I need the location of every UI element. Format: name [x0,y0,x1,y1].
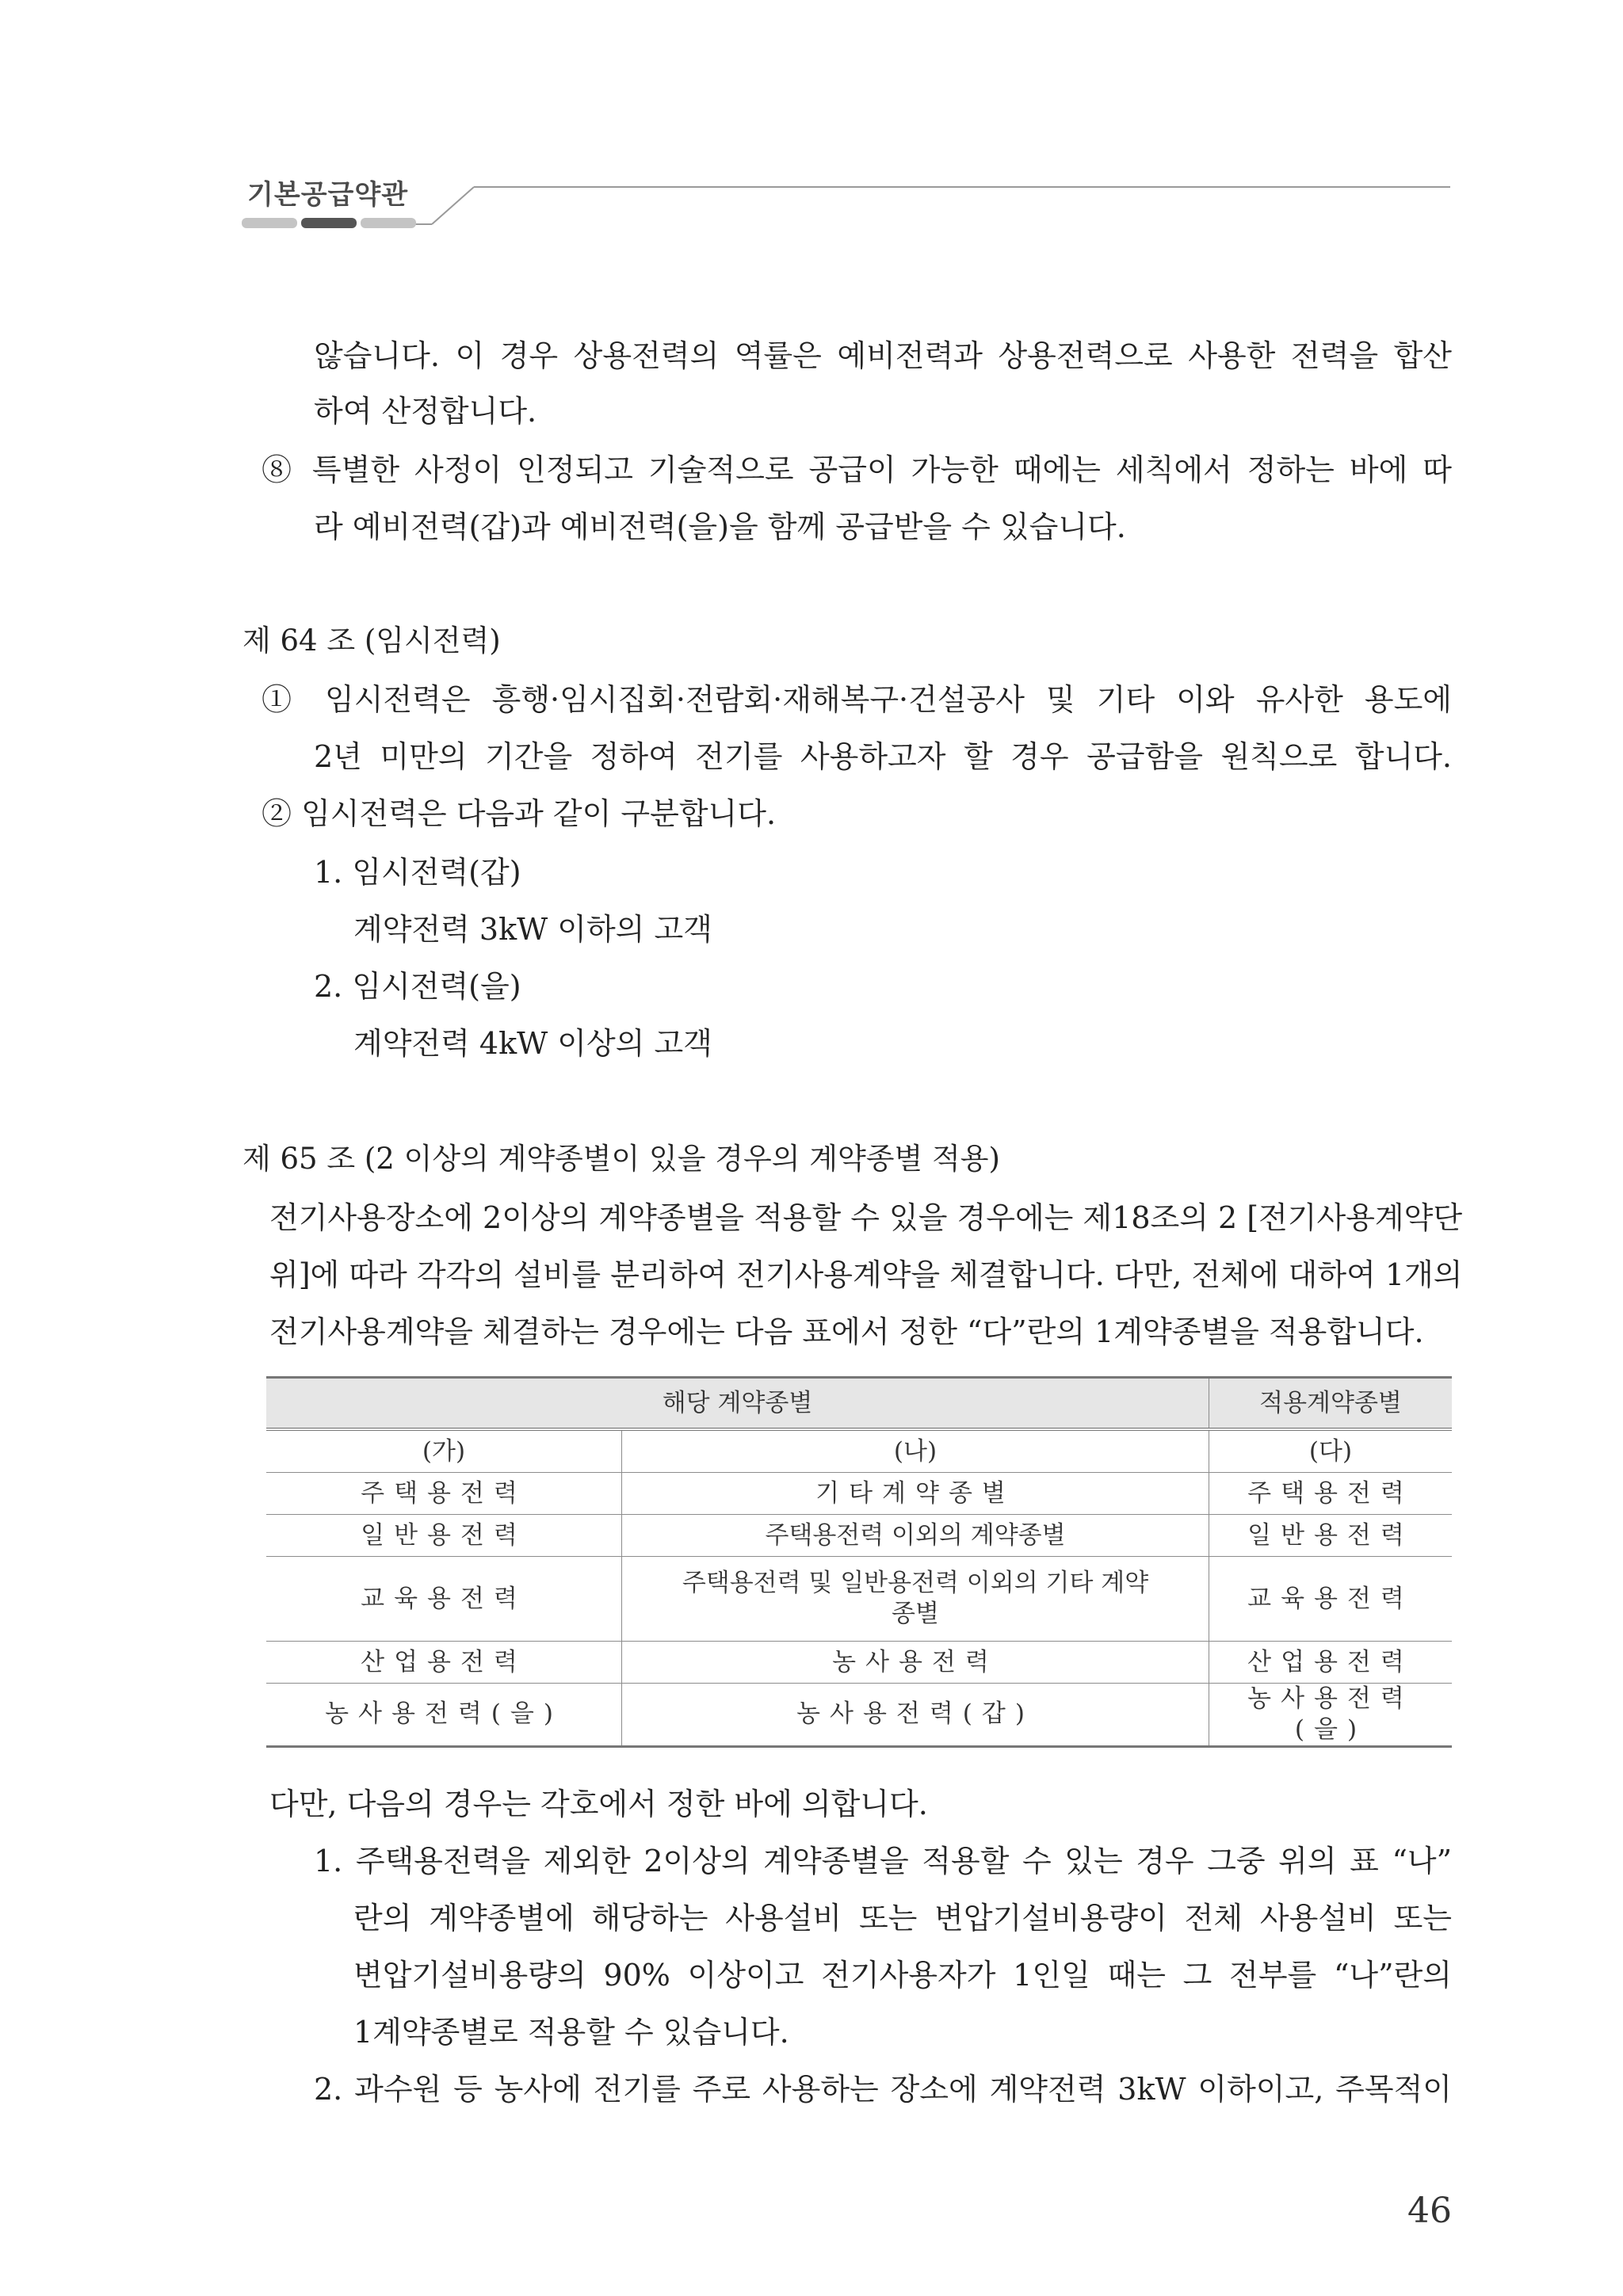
exception-item-1-line: 변압기설비용량의 90% 이상이고 전기사용자가 1인일 때는 그 전부를 “나”란의 [353,1958,1452,1993]
article-65-body-line: 위]에 따라 각각의 설비를 분리하여 전기사용계약을 체결합니다. 다만, 전체에 대하여 1개의 [269,1257,1463,1292]
document-header-title: 기본공급약관 [247,179,409,211]
clause-8-line: 라 예비전력(갑)과 예비전력(을)을 함께 공급받을 수 있습니다. [314,509,1126,544]
page-number: 46 [1407,2191,1452,2231]
article-65-body-line: 전기사용계약을 체결하는 경우에는 다음 표에서 정한 “다”란의 1계약종별을 적용합니다. [269,1314,1424,1349]
article-64-heading: 제 64 조 (임시전력) [242,624,501,658]
table-cell: 농사용전력(갑) [622,1684,1209,1747]
article-65-body-line: 전기사용장소에 2이상의 계약종별을 적용할 수 있을 경우에는 제18조의 2 [전기사용계약단 [269,1200,1463,1235]
table-cell: 기타계약종별 [622,1473,1209,1515]
table-cell: 일반용전력 [266,1515,622,1557]
article-64-clause-1-line: ① 임시전력은 흥행·임시집회·전람회·재해복구·건설공사 및 기타 이와 유사한 용도에 [262,682,1452,717]
table-cell: 농사용전력(을) [1209,1684,1453,1747]
table-cell: 주택용전력 및 일반용전력 이외의 기타 계약종별 [622,1557,1209,1642]
article-64-clause-1-line: 2년 미만의 기간을 정하여 전기를 사용하고자 할 경우 공급함을 원칙으로 합니다. [314,739,1452,774]
table-cell: 일반용전력 [1209,1515,1453,1557]
table-row [266,1515,1452,1557]
table-cell: 농사용전력(을) [266,1684,622,1747]
article-64-clause-2: ② 임시전력은 다음과 같이 구분합니다. [262,796,777,831]
table-row [266,1557,1452,1642]
table-header-applicable-types: 해당 계약종별 [266,1378,1209,1430]
temporary-power-b-desc: 계약전력 4kW 이상의 고객 [353,1026,712,1061]
table-subheader-b: (나) [622,1429,1209,1473]
table-cell: 교육용전력 [1209,1557,1453,1642]
header-decoration [0,0,1623,238]
paragraph-continuation-line: 하여 산정합니다. [314,394,537,429]
table-row [266,1684,1452,1747]
table-row [266,1473,1452,1515]
exception-item-2-line: 2. 과수원 등 농사에 전기를 주로 사용하는 장소에 계약전력 3kW 이하이고, 주목적이 [314,2072,1452,2107]
table-cell: 산업용전력 [1209,1642,1453,1684]
table-subheader-c: (다) [1209,1429,1453,1473]
paragraph-continuation-line: 않습니다. 이 경우 상용전력의 역률은 예비전력과 상용전력으로 사용한 전력을 합산 [314,338,1452,373]
exception-item-1-line: 1. 주택용전력을 제외한 2이상의 계약종별을 적용할 수 있는 경우 그중 위의 표 “나” [314,1844,1452,1878]
table-header-applied-type: 적용계약종별 [1209,1378,1453,1430]
table-row [266,1642,1452,1684]
table-cell: 주택용전력 이외의 계약종별 [622,1515,1209,1557]
table-cell: 산업용전력 [266,1642,622,1684]
table-cell: 교육용전력 [266,1557,622,1642]
exception-intro: 다만, 다음의 경우는 각호에서 정한 바에 의합니다. [269,1787,928,1821]
table-cell: 주택용전력 [266,1473,622,1515]
temporary-power-a-title: 1. 임시전력(갑) [314,855,521,890]
article-65-heading: 제 65 조 (2 이상의 계약종별이 있을 경우의 계약종별 적용) [242,1142,1000,1176]
table-subheader-a: (가) [266,1429,622,1473]
contract-type-table [266,1376,1452,1748]
clause-8-line: ⑧ 특별한 사정이 인정되고 기술적으로 공급이 가능한 때에는 세칙에서 정하는 바에 따 [262,452,1452,487]
exception-item-1-line: 란의 계약종별에 해당하는 사용설비 또는 변압기설비용량이 전체 사용설비 또는 [353,1901,1452,1936]
table-cell: 농사용전력 [622,1642,1209,1684]
table-cell: 주택용전력 [1209,1473,1453,1515]
exception-item-1-line: 1계약종별로 적용할 수 있습니다. [353,2015,789,2050]
temporary-power-a-desc: 계약전력 3kW 이하의 고객 [353,912,712,947]
temporary-power-b-title: 2. 임시전력(을) [314,969,521,1004]
